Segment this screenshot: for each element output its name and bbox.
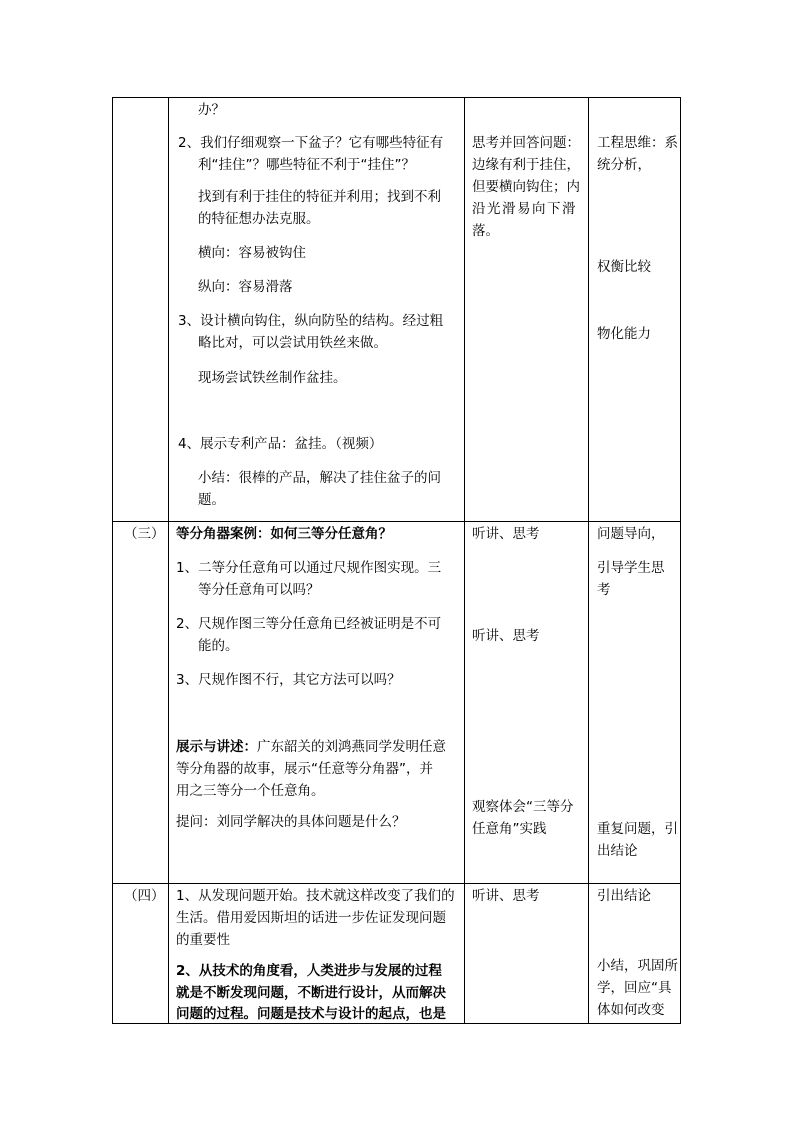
- column-divider: [680, 97, 681, 1024]
- content-line: 1、从发现问题开始。技术就这样改变了我们的: [176, 888, 455, 904]
- row-divider: [112, 521, 681, 522]
- content-line: 用之三等分一个任意角。: [176, 783, 325, 799]
- content-line: 3、设计横向钩住，纵向防坠的结构。经过粗: [178, 313, 444, 329]
- design-intent-line: 考: [597, 582, 611, 598]
- column-divider: [112, 97, 113, 1024]
- student-activity-line: 边缘有利于挂住，: [472, 157, 580, 173]
- lesson-table: [112, 97, 681, 1024]
- content-line: 2、尺规作图三等分任意角已经被证明是不可: [176, 616, 442, 632]
- content-line: 纵向：容易滑落: [198, 279, 293, 295]
- content-line: 3、尺规作图不行，其它方法可以吗？: [176, 672, 401, 688]
- student-activity-line: 听讲、思考: [472, 628, 540, 644]
- student-activity-line: 听讲、思考: [472, 888, 540, 904]
- design-intent-line: 学，回应“具: [597, 980, 672, 996]
- student-activity-line: 观察体会“三等分: [472, 799, 574, 815]
- content-line: [176, 736, 446, 758]
- column-divider: [588, 97, 589, 1024]
- stage-label: （三）: [124, 526, 165, 542]
- content-line: 提问：刘同学解决的具体问题是什么？: [176, 814, 406, 830]
- student-activity-line: 沿光滑易向下滑: [472, 201, 577, 217]
- column-divider: [168, 97, 169, 1024]
- content-line: 问题的过程。问题是技术与设计的起点，也是: [176, 1006, 446, 1022]
- content-line: 能的。: [198, 638, 239, 654]
- content-line: 的重要性: [176, 932, 230, 948]
- content-line: 找到有利于挂住的特征并利用；找到不利: [198, 189, 441, 205]
- content-line: 2、从技术的角度看，人类进步与发展的过程: [176, 963, 442, 979]
- design-intent-line: 引出结论: [597, 888, 651, 904]
- content-line: 利“挂住”？哪些特征不利于“挂住”？: [198, 157, 415, 173]
- student-activity-line: 听讲、思考: [472, 526, 540, 542]
- show-and-tell-label: 展示与讲述：: [176, 739, 257, 755]
- content-line: 生活。借用爱因斯坦的话进一步佐证发现问题: [176, 910, 446, 926]
- column-divider: [464, 97, 465, 1024]
- row-divider: [112, 883, 681, 884]
- content-line: 等分任意角可以吗？: [198, 582, 320, 598]
- design-intent-line: 小结，巩固所: [597, 958, 678, 974]
- content-line: 略比对，可以尝试用铁丝来做。: [198, 335, 387, 351]
- content-line: 办？: [198, 102, 225, 118]
- content-line: 等分角器的故事，展示“任意等分角器”，并: [176, 761, 433, 777]
- content-line: 1、二等分任意角可以通过尺规作图实现。三: [176, 560, 442, 576]
- content-line: 题。: [198, 492, 225, 508]
- design-intent-line: 权衡比较: [597, 259, 651, 275]
- content-line: 小结：很棒的产品，解决了挂住盆子的问: [198, 470, 441, 486]
- student-activity-line: 任意角”实践: [472, 821, 547, 837]
- content-line: 2、我们仔细观察一下盆子？它有哪些特征有: [178, 135, 444, 151]
- content-line: 的特征想办法克服。: [198, 211, 320, 227]
- design-intent-line: 统分析，: [597, 157, 651, 173]
- content-line: 现场尝试铁丝制作盆挂。: [198, 370, 347, 386]
- section-heading: 等分角器案例：如何三等分任意角？: [176, 526, 392, 542]
- design-intent-line: 重复问题，引: [597, 821, 678, 837]
- content-line: 4、展示专利产品：盆挂。（视频）: [178, 436, 383, 452]
- design-intent-line: 引导学生思: [597, 560, 665, 576]
- content-line: 就是不断发现问题，不断进行设计，从而解决: [176, 985, 446, 1001]
- content-line: 横向：容易被钩住: [198, 245, 306, 261]
- student-activity-line: 落。: [472, 223, 499, 239]
- design-intent-line: 出结论: [597, 843, 638, 859]
- design-intent-line: 工程思维：系: [597, 135, 678, 151]
- student-activity-line: 但要横向钩住；内: [472, 179, 580, 195]
- design-intent-line: 物化能力: [597, 326, 651, 342]
- show-and-tell-text: 广东韶关的刘鸿燕同学发明任意: [257, 739, 446, 755]
- student-activity-line: 思考并回答问题：: [472, 135, 580, 151]
- design-intent-line: 体如何改变: [597, 1002, 665, 1018]
- table-border-top: [112, 97, 681, 98]
- design-intent-line: 问题导向，: [597, 526, 665, 542]
- stage-label: （四）: [124, 888, 165, 904]
